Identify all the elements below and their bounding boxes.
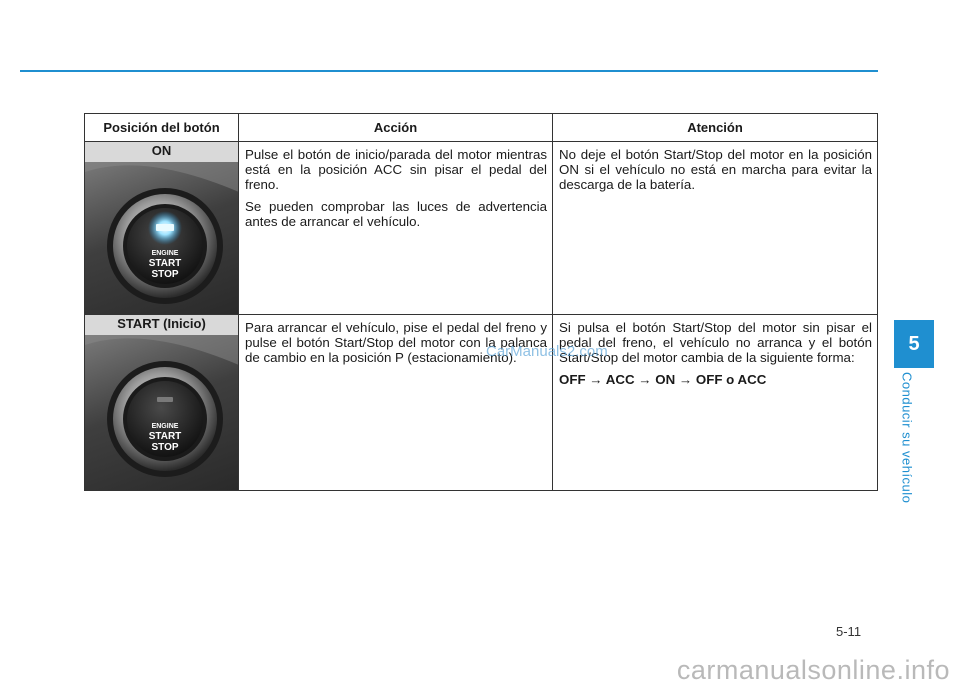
attention-text: No deje el botón Start/Stop del motor en la posición ON si el vehículo no está en marcha para evitar la descarga de la batería. <box>559 147 872 192</box>
table-row <box>85 315 878 491</box>
table-row <box>85 142 878 315</box>
button-label-engine: ENGINE <box>151 250 179 257</box>
column-header-position: Posición del botón <box>85 114 239 142</box>
button-label-engine: ENGINE <box>151 423 179 430</box>
column-header-attention: Atención <box>553 114 878 142</box>
action-text: Para arrancar el vehículo, pise el pedal del freno y pulse el botón Start/Stop del motor con la palanca de cambio en la posición P (estacionamiento). <box>245 320 547 365</box>
engine-button-on-image <box>85 162 238 314</box>
table-header-row <box>85 114 878 142</box>
attention-cell <box>553 142 878 315</box>
button-label-stop: STOP <box>151 269 179 280</box>
attention-sequence: OFF → ACC → ON → OFF o ACC <box>559 372 767 387</box>
button-label-start: START <box>148 258 182 269</box>
engine-button-table <box>84 113 878 491</box>
position-label: START (Inicio) <box>85 315 238 335</box>
position-label: ON <box>85 142 238 162</box>
action-cell <box>239 142 553 315</box>
engine-button-start-image <box>85 335 238 490</box>
chapter-number-tab: 5 <box>894 320 934 368</box>
chapter-title: Conducir su vehículo <box>899 372 915 504</box>
position-cell <box>85 142 239 315</box>
button-label-start: START <box>148 431 182 442</box>
button-label-stop: STOP <box>151 442 179 453</box>
engine-start-stop-button-icon <box>85 335 238 490</box>
attention-text: Si pulsa el botón Start/Stop del motor sin pisar el pedal del freno, el vehículo no arranca y el botón Start/Stop del motor cambia de la siguiente forma: <box>559 320 872 365</box>
action-cell <box>239 315 553 491</box>
footer-watermark: carmanualsonline.info <box>676 655 950 685</box>
page-number: 5-11 <box>836 624 862 639</box>
header-rule <box>20 70 878 72</box>
action-text: Pulse el botón de inicio/parada del motor mientras está en la posición ACC sin pisar el pedal del freno. <box>245 147 547 192</box>
column-header-action: Acción <box>239 114 553 142</box>
attention-cell <box>553 315 878 491</box>
action-text: Se pueden comprobar las luces de advertencia antes de arrancar el vehículo. <box>245 199 547 229</box>
engine-start-stop-button-icon <box>85 162 238 314</box>
position-cell <box>85 315 239 491</box>
overlay-watermark: CarManuals2.com <box>486 343 608 360</box>
